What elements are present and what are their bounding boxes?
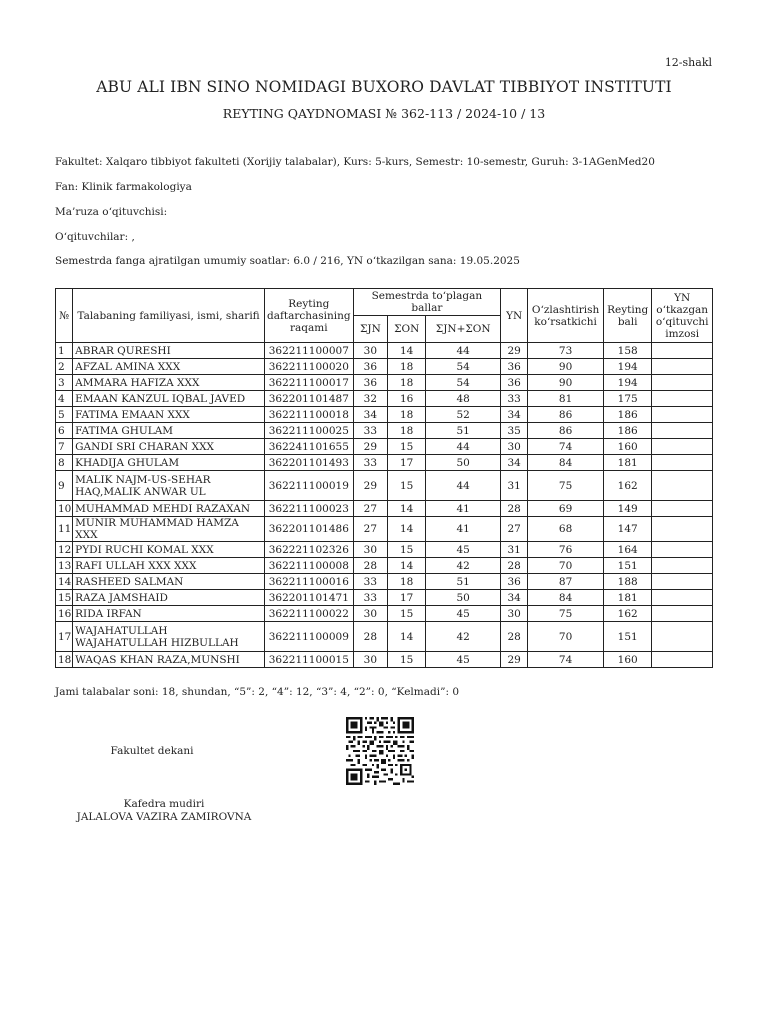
record-number: 362211100023 [264, 501, 353, 517]
yn-score: 36 [501, 375, 528, 391]
student-name: PYDI RUCHI KOMAL XXX [73, 542, 265, 558]
rating-score: 160 [603, 652, 651, 668]
record-number: 362211100015 [264, 652, 353, 668]
teachers-info: O‘qituvchilar: , [55, 231, 135, 243]
table-row [56, 542, 713, 558]
signature-cell [652, 501, 713, 517]
record-number: 362201101471 [264, 590, 353, 606]
rating-score: 151 [603, 558, 651, 574]
student-name: MUNIR MUHAMMAD HAMZA XXX [73, 517, 265, 542]
row-number: 16 [56, 606, 73, 622]
jn-on-sum: 44 [426, 343, 501, 359]
row-number: 5 [56, 407, 73, 423]
row-number: 4 [56, 391, 73, 407]
yn-score: 28 [501, 622, 528, 652]
header-jn-on: ΣJN+ΣON [426, 316, 501, 343]
signature-cell [652, 343, 713, 359]
table-row [56, 471, 713, 501]
yn-score: 31 [501, 471, 528, 501]
mastery-score: 86 [528, 407, 604, 423]
jn-score: 32 [353, 391, 387, 407]
signature-cell [652, 391, 713, 407]
mastery-score: 90 [528, 359, 604, 375]
table-row [56, 558, 713, 574]
record-number: 362211100025 [264, 423, 353, 439]
table-header [56, 289, 713, 343]
student-name: FATIMA EMAAN XXX [73, 407, 265, 423]
row-number: 12 [56, 542, 73, 558]
mastery-score: 87 [528, 574, 604, 590]
rating-score: 149 [603, 501, 651, 517]
jn-on-sum: 54 [426, 359, 501, 375]
record-number: 362211100020 [264, 359, 353, 375]
mastery-score: 84 [528, 590, 604, 606]
rating-score: 186 [603, 407, 651, 423]
signature-cell [652, 542, 713, 558]
rating-score: 175 [603, 391, 651, 407]
row-number: 7 [56, 439, 73, 455]
header-rating: Reyting bali [603, 289, 651, 343]
mastery-score: 69 [528, 501, 604, 517]
yn-score: 31 [501, 542, 528, 558]
header-on: ΣON [388, 316, 426, 343]
row-number: 3 [56, 375, 73, 391]
rating-score: 147 [603, 517, 651, 542]
on-score: 15 [388, 542, 426, 558]
student-name: AMMARA HAFIZA XXX [73, 375, 265, 391]
yn-score: 36 [501, 574, 528, 590]
jn-on-sum: 51 [426, 423, 501, 439]
signature-cell [652, 359, 713, 375]
jn-on-sum: 50 [426, 590, 501, 606]
jn-on-sum: 44 [426, 471, 501, 501]
summary-line: Jami talabalar soni: 18, shundan, “5”: 2, “4”: 12, “3”: 4, “2”: 0, “Kelmadi”: 0 [55, 686, 460, 698]
rating-score: 181 [603, 455, 651, 471]
mastery-score: 90 [528, 375, 604, 391]
mastery-score: 73 [528, 343, 604, 359]
on-score: 15 [388, 471, 426, 501]
record-number: 362211100016 [264, 574, 353, 590]
jn-score: 33 [353, 455, 387, 471]
rating-score: 186 [603, 423, 651, 439]
jn-on-sum: 45 [426, 652, 501, 668]
header-record: Reyting daftarchasining raqami [264, 289, 353, 343]
yn-score: 30 [501, 439, 528, 455]
mastery-score: 84 [528, 455, 604, 471]
jn-on-sum: 45 [426, 542, 501, 558]
record-number: 362211100018 [264, 407, 353, 423]
yn-score: 34 [501, 455, 528, 471]
jn-score: 27 [353, 501, 387, 517]
signature-cell [652, 574, 713, 590]
student-name: ABRAR QURESHI [73, 343, 265, 359]
row-number: 13 [56, 558, 73, 574]
header-num: № [56, 289, 73, 343]
record-number: 362211100017 [264, 375, 353, 391]
row-number: 15 [56, 590, 73, 606]
form-number: 12-shakl [664, 56, 712, 69]
yn-score: 36 [501, 359, 528, 375]
qr-code-icon [344, 717, 416, 785]
yn-score: 27 [501, 517, 528, 542]
header-mastery: O‘zlashtirish ko‘rsatkichi [528, 289, 604, 343]
record-number: 362211100008 [264, 558, 353, 574]
student-name: RIDA IRFAN [73, 606, 265, 622]
table-row [56, 455, 713, 471]
on-score: 15 [388, 606, 426, 622]
jn-on-sum: 45 [426, 606, 501, 622]
record-number: 362211100009 [264, 622, 353, 652]
on-score: 17 [388, 455, 426, 471]
institute-title: ABU ALI IBN SINO NOMIDAGI BUXORO DAVLAT TIBBIYOT INSTITUTI [96, 78, 672, 96]
signature-cell [652, 622, 713, 652]
table-row [56, 590, 713, 606]
row-number: 17 [56, 622, 73, 652]
on-score: 18 [388, 423, 426, 439]
jn-score: 33 [353, 574, 387, 590]
student-name: GANDI SRI CHARAN XXX [73, 439, 265, 455]
student-name: FATIMA GHULAM [73, 423, 265, 439]
row-number: 6 [56, 423, 73, 439]
record-number: 362211100019 [264, 471, 353, 501]
report-title: REYTING QAYDNOMASI № 362-113 / 2024-10 / 13 [222, 106, 546, 121]
mastery-score: 70 [528, 622, 604, 652]
signature-cell [652, 471, 713, 501]
header-name: Talabaning familiyasi, ismi, sharifi [73, 289, 265, 343]
on-score: 14 [388, 558, 426, 574]
mastery-score: 81 [528, 391, 604, 407]
signature-cell [652, 423, 713, 439]
yn-score: 33 [501, 391, 528, 407]
jn-score: 28 [353, 622, 387, 652]
student-name: RAZA JAMSHAID [73, 590, 265, 606]
mastery-score: 74 [528, 439, 604, 455]
student-name: RAFI ULLAH XXX XXX [73, 558, 265, 574]
on-score: 18 [388, 375, 426, 391]
table-row [56, 375, 713, 391]
on-score: 15 [388, 652, 426, 668]
signature-cell [652, 407, 713, 423]
on-score: 17 [388, 590, 426, 606]
yn-score: 28 [501, 558, 528, 574]
record-number: 362201101486 [264, 517, 353, 542]
jn-on-sum: 42 [426, 558, 501, 574]
jn-on-sum: 44 [426, 439, 501, 455]
rating-table [55, 288, 713, 668]
jn-score: 30 [353, 652, 387, 668]
rating-score: 188 [603, 574, 651, 590]
mastery-score: 76 [528, 542, 604, 558]
table-row [56, 622, 713, 652]
jn-score: 30 [353, 343, 387, 359]
row-number: 14 [56, 574, 73, 590]
rating-score: 162 [603, 606, 651, 622]
table-row [56, 574, 713, 590]
hours-info: Semestrda fanga ajratilgan umumiy soatlar: 6.0 / 216, YN o‘tkazilgan sana: 19.05.2025 [55, 255, 520, 267]
table-body [56, 343, 713, 668]
row-number: 2 [56, 359, 73, 375]
rating-score: 181 [603, 590, 651, 606]
subject-info: Fan: Klinik farmakologiya [55, 181, 192, 193]
student-name: RASHEED SALMAN [73, 574, 265, 590]
yn-score: 30 [501, 606, 528, 622]
row-number: 11 [56, 517, 73, 542]
jn-score: 34 [353, 407, 387, 423]
student-name: MALIK NAJM-US-SEHAR HAQ,MALIK ANWAR UL [73, 471, 265, 501]
rating-score: 194 [603, 359, 651, 375]
on-score: 14 [388, 622, 426, 652]
table-row [56, 606, 713, 622]
jn-score: 29 [353, 439, 387, 455]
row-number: 8 [56, 455, 73, 471]
table-row [56, 407, 713, 423]
yn-score: 28 [501, 501, 528, 517]
on-score: 14 [388, 501, 426, 517]
on-score: 14 [388, 343, 426, 359]
header-signature: YN o‘tkazgan o‘qituvchi imzosi [652, 289, 713, 343]
student-name: MUHAMMAD MEHDI RAZAXAN [73, 501, 265, 517]
header-yn: YN [501, 289, 528, 343]
signature-cell [652, 455, 713, 471]
jn-on-sum: 41 [426, 501, 501, 517]
record-number: 362211100022 [264, 606, 353, 622]
header-semester-points: Semestrda to‘plagan ballar [353, 289, 500, 316]
jn-on-sum: 51 [426, 574, 501, 590]
on-score: 18 [388, 407, 426, 423]
jn-on-sum: 48 [426, 391, 501, 407]
jn-score: 33 [353, 590, 387, 606]
jn-score: 30 [353, 606, 387, 622]
signature-cell [652, 606, 713, 622]
row-number: 9 [56, 471, 73, 501]
signature-cell [652, 652, 713, 668]
table-row [56, 652, 713, 668]
yn-score: 29 [501, 652, 528, 668]
signature-cell [652, 375, 713, 391]
mastery-score: 68 [528, 517, 604, 542]
table-row [56, 343, 713, 359]
record-number: 362201101487 [264, 391, 353, 407]
record-number: 362221102326 [264, 542, 353, 558]
signature-cell [652, 517, 713, 542]
table-row [56, 439, 713, 455]
jn-on-sum: 52 [426, 407, 501, 423]
on-score: 16 [388, 391, 426, 407]
lecturer-info: Ma’ruza o‘qituvchisi: [55, 206, 168, 218]
jn-score: 36 [353, 375, 387, 391]
jn-score: 36 [353, 359, 387, 375]
table-row [56, 391, 713, 407]
row-number: 18 [56, 652, 73, 668]
rating-score: 164 [603, 542, 651, 558]
jn-on-sum: 54 [426, 375, 501, 391]
rating-score: 151 [603, 622, 651, 652]
signature-cell [652, 558, 713, 574]
record-number: 362241101655 [264, 439, 353, 455]
on-score: 18 [388, 574, 426, 590]
jn-score: 30 [353, 542, 387, 558]
header-jn: ΣJN [353, 316, 387, 343]
jn-on-sum: 50 [426, 455, 501, 471]
table-row [56, 517, 713, 542]
mastery-score: 75 [528, 606, 604, 622]
jn-on-sum: 41 [426, 517, 501, 542]
signature-cell [652, 439, 713, 455]
yn-score: 29 [501, 343, 528, 359]
jn-score: 27 [353, 517, 387, 542]
dean-label: Fakultet dekani [110, 745, 194, 757]
mastery-score: 75 [528, 471, 604, 501]
student-name: WAJAHATULLAH WAJAHATULLAH HIZBULLAH [73, 622, 265, 652]
student-name: WAQAS KHAN RAZA,MUNSHI [73, 652, 265, 668]
rating-score: 160 [603, 439, 651, 455]
rating-score: 158 [603, 343, 651, 359]
table-row [56, 359, 713, 375]
student-name: KHADIJA GHULAM [73, 455, 265, 471]
yn-score: 35 [501, 423, 528, 439]
yn-score: 34 [501, 590, 528, 606]
jn-score: 29 [353, 471, 387, 501]
row-number: 1 [56, 343, 73, 359]
mastery-score: 74 [528, 652, 604, 668]
rating-score: 194 [603, 375, 651, 391]
row-number: 10 [56, 501, 73, 517]
mastery-score: 70 [528, 558, 604, 574]
student-name: EMAAN KANZUL IQBAL JAVED [73, 391, 265, 407]
student-name: AFZAL AMINA XXX [73, 359, 265, 375]
yn-score: 34 [501, 407, 528, 423]
table-row [56, 501, 713, 517]
department-head-name: JALALOVA VAZIRA ZAMIROVNA [76, 811, 252, 823]
on-score: 14 [388, 517, 426, 542]
rating-score: 162 [603, 471, 651, 501]
signature-cell [652, 590, 713, 606]
on-score: 18 [388, 359, 426, 375]
record-number: 362211100007 [264, 343, 353, 359]
mastery-score: 86 [528, 423, 604, 439]
faculty-info: Fakultet: Xalqaro tibbiyot fakulteti (Xorijiy talabalar), Kurs: 5-kurs, Semestr: 10-semestr, Guruh: 3-1AGenMed20 [55, 156, 655, 168]
table-row [56, 423, 713, 439]
record-number: 362201101493 [264, 455, 353, 471]
jn-score: 33 [353, 423, 387, 439]
jn-score: 28 [353, 558, 387, 574]
on-score: 15 [388, 439, 426, 455]
jn-on-sum: 42 [426, 622, 501, 652]
department-head-label: Kafedra mudiri [123, 798, 205, 810]
